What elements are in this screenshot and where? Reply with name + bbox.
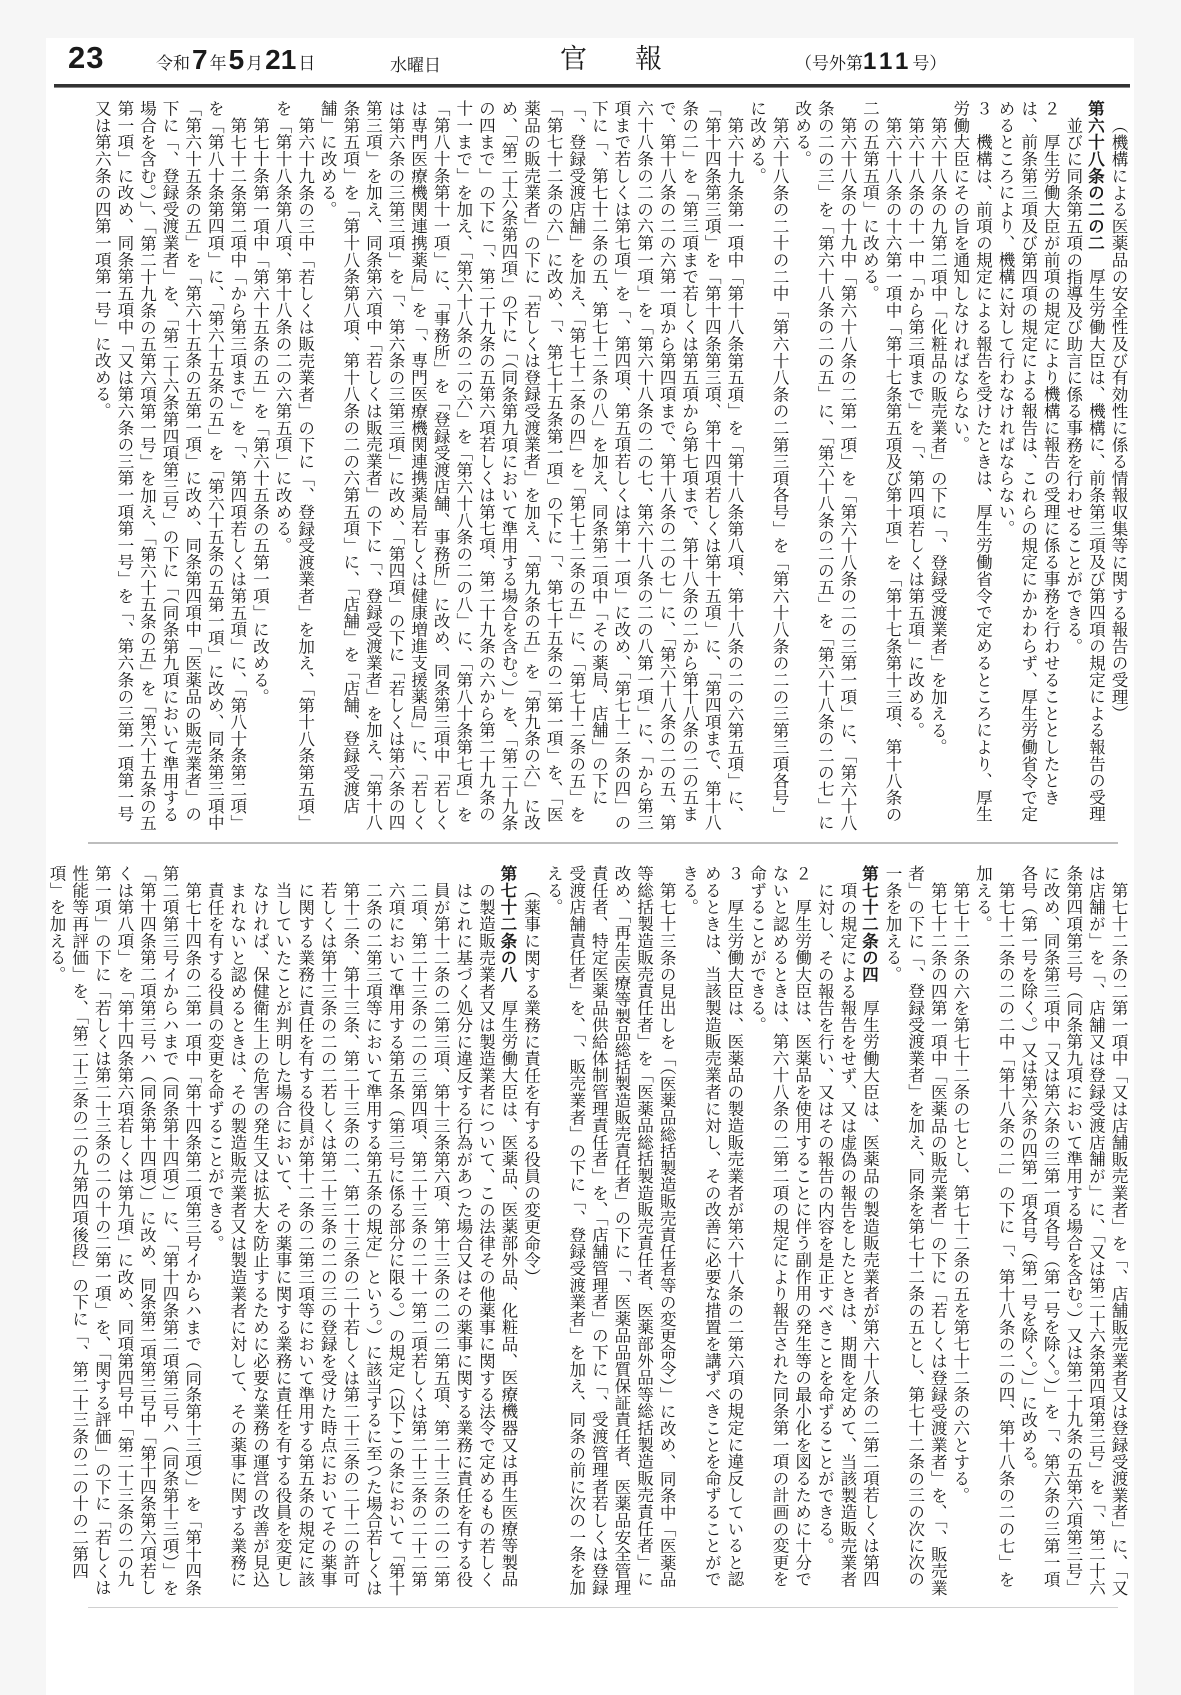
- paragraph-text: 第六十八条の二十の二中「第六十八条の二第三項各号」を「第六十八条の二の三第三項各号」に改める。: [747, 100, 790, 823]
- page-header: [60, 42, 1130, 82]
- amendment-paragraph: [903, 100, 926, 835]
- paragraph-text: 厚生労働大臣は、医薬品の製造販売業者が第六十八条の二第二項若しくは第四項の規定による報告をせず、又は虚偽の報告をしたときは、期間を定めて、当該製造販売業者に対し、その報告を行い、又はその報告の内容を是正すべきことを命ずることができる。: [815, 881, 880, 1588]
- numbered-paragraph: [993, 100, 1061, 835]
- issue-number: [795, 48, 946, 76]
- date-era: 令和: [156, 54, 190, 73]
- article-number: 第七十二条の八: [497, 865, 518, 983]
- amendment-paragraph: [248, 100, 271, 835]
- paragraph-text: 第六十九条の三中「若しくは販売業者」の下に「、登録受渡業者」を加え、「第十八条第五項」を「第十八条第八項、第十八条の二の六第五項」に改める。: [273, 100, 315, 831]
- paragraph-text: 第六十八条の十六第一項中「第十七条第五項及び第十項」を「第十七条第十三項、第十八条の二の五第五項」に改める。: [860, 100, 903, 823]
- article-number: 第七十二条の四: [859, 865, 880, 983]
- amendment-paragraph: [948, 865, 971, 1600]
- paragraph-text: 第七十二条の六を第七十二条の七とし、第七十二条の五を第七十二条の六とする。: [950, 881, 970, 1504]
- article-caption: [1106, 100, 1129, 835]
- date-month-unit: 月: [246, 54, 264, 73]
- amendment-paragraph: [270, 100, 315, 835]
- paragraph-text: 厚生労働大臣が前項の規定により機構に報告の受理に係る事務を行わせることとしたときは、前条第三項及び第四項の規定による報告は、これらの規定にかかわらず、厚生労働省令で定めるところにより、機構に対して行わなければならない。: [996, 100, 1061, 823]
- page-number: 23: [68, 40, 105, 75]
- date-year: 7: [192, 44, 208, 75]
- weekday: 水曜日: [390, 56, 441, 75]
- numbered-paragraph: [745, 865, 813, 1600]
- paragraph-text: （薬事に関する業務に責任を有する役員の変更命令）: [521, 881, 541, 1285]
- paragraph-text: 厚生労働大臣は、医薬品、医薬部外品、化粧品、医療機器又は再生医療等製品の製造販売業者又は製造業者について、この法律その他薬事に関する法令で定めるもの若しくはこれに基づく処分に違反する行為があつた場合又はその薬事に関する業務に責任を有する役員が第十二条の二第三項、第十三条第六項、第十三条の二の二第五項、第二十三条の二の二第二項、第二十三条の二の三第四項、第二十三条の二十一第二項若しくは第二十三条の二十二第六項において準用する第五条（第三号に係る部分に限る。）の規定（以下この条において「第十二条の二第三項等において準用する第五条の規定」という。）に該当するに至つた場合若しくは第十二条、第十三条、第二十三条の二、第二十三条の二十若しくは第二十三条の二十二の許可若しくは第十三条の二の二若しくは第二十三条の二の三の登録を受けた時点においてその薬事に関する業務に責任を有する役員が第十二条の二第三項等において準用する第五条の規定に該当していたことが判明した場合において、その薬事に関する業務に責任を有する役員を変更しなければ、保健衛生上の危害の発生又は拡大を防止するために必要な業務の運営の改善が見込まれないと認めるときは、その製造販売業者又は製造業者に対して、その薬事に関する業務に責任を有する役員の変更を命ずることができる。: [205, 881, 518, 1596]
- paragraph-text: 第七十三条の見出しを「（医薬品総括製造販売責任者等の変更命令）」に改め、同条中「医薬品等総括製造販売責任者」を「医薬品総括製造販売責任者、医薬部外品等総括製造販売責任者」に改め、「再生医療等製品総括製造販売責任者」の下に「、医薬品品質保証責任者、医薬品安全管理責任者、特定医薬品供給体制管理責任者」を、「店舗管理者」の下に「、受渡管理者若しくは登録受渡店舗責任者」を、「、販売業者」の下に「、登録受渡業者」を加え、同条の前に次の一条を加える。: [544, 865, 677, 1596]
- section-divider: [88, 842, 1118, 844]
- amendment-paragraph: [926, 100, 949, 835]
- amendment-paragraph: [858, 100, 903, 835]
- paragraph-number: ３: [973, 100, 993, 117]
- header-rule: [54, 84, 1130, 88]
- paragraph-text: 第六十八条の九第二項中「化粧品の販売業者」の下に「、登録受渡業者」を加える。: [928, 116, 948, 755]
- paragraph-text: 第七十二条の二第一項中「又は店舗販売業者」を「、店舗販売業者又は登録受渡業者」に、「又は店舗が」を「、店舗又は登録受渡店舗が」に、「又は第二十六条第四項第三号」を「、第二十六条第四項第三号（同条第九項において準用する場合を含む。）又は第二十九条の五第六項第三号」に改め、同条第三項中「又は第六条の三第一項各号（第一号を除く。）」を「、第六条の三第一項各号（第一号を除く。）又は第六条の四第一項各号（第一号を除く。）」に改める。: [1018, 865, 1128, 1596]
- paragraph-text: 第七十四条の二第一項中「第十四条第二項第三号イからハまで（同条第十三項）」を「第十四条第二項第三号イからハまで（同条第十四項）」に、「第十四条第二項第三号ハ（同条第十三項）」を「第十四条第二項第三号ハ（同条第十四項）」に改め、同条第二項第三号中「第十四条第六項若しくは第八項」を「第十四条第六項若しくは第九項」に改め、同項第四号中「第二十三条の二の九第一項」の下に「若しくは第二十三条の二の十の二第一項」を、「関する評価」の下に「若しくは性能等再評価」を、「第二十三条の二の九第四項後段」の下に「、第二十三条の二の十の二第四項」を加える。: [47, 865, 202, 1597]
- article-paragraph: [203, 865, 519, 1600]
- paragraph-number: ３: [724, 865, 744, 882]
- bottom-divider: [88, 1607, 1118, 1608]
- paragraph-text: 第六十八条の十九中「第六十八条の二第一項」を「第六十八条の二の三第一項」に、「第六十八条の二の三」を「第六十八条の二の五」に、「第六十八条の二の五」を「第六十八条の二の七」に改める。: [792, 100, 857, 831]
- issue-num: 111: [863, 48, 913, 75]
- paragraph-number: ２: [792, 865, 812, 882]
- amendment-paragraph: [790, 100, 858, 835]
- paragraph-text: 厚生労働大臣は、医薬品の製造販売業者が第六十八条の二第六項の規定に違反していると認めるときは、当該製造販売業者に対し、その改善に必要な措置を講ずべきことを命ずることができる。: [679, 865, 744, 1588]
- article-paragraph: [1061, 100, 1106, 835]
- amendment-paragraph: [542, 865, 678, 1600]
- publication-title: 官報: [560, 44, 710, 75]
- issue-suffix: 号）: [912, 54, 947, 73]
- date-month: 5: [228, 44, 245, 75]
- paragraph-text: 第七十二条の二の二中「第十八条の二」の下に「、第十八条の二の四、第十八条の二の七」を加える。: [973, 865, 1016, 1588]
- article-paragraph: [813, 865, 881, 1600]
- amendment-paragraph: [316, 100, 745, 835]
- paragraph-text: 第七十条第一項中「第六十五条の五」を「第六十五条の五第一項」に改める。: [250, 116, 270, 705]
- paragraph-text: （機構による医薬品の安全性及び有効性に係る情報収集等に関する報告の受理）: [1109, 116, 1128, 722]
- numbered-paragraph: [677, 865, 745, 1600]
- amendment-paragraph: [880, 865, 948, 1600]
- date-day: 21: [265, 44, 297, 75]
- amendment-paragraph: [45, 865, 203, 1600]
- lower-text-block: [47, 865, 1129, 1600]
- paragraph-text: 第六十八条の十一中「から第三項まで」を「、第四項若しくは第五項」に改める。: [905, 116, 925, 739]
- paragraph-text: 厚生労働大臣は、機構に、前条第三項及び第四項の規定による報告の受理並びに同条第五項の指導及び助言に係る事務を行わせることができる。: [1063, 116, 1106, 823]
- paragraph-text: 第六十九条第一項中「第十八条第五項」を「第十八条第八項、第十八条の二の六第五項」に、「第十四条第三項」を「第十四条第三項、第十四項若しくは第十五項」に、「第四項まで、第十八条の二」を「第三項まで若しくは第五項から第七項まで、第十八条の二から第十八条の二の五まで、第十八条の二の六第一項から第四項まで、第十八条の二の七」に、「第六十八条の二の五、第六十八条の二の六第一項」を「第六十八条の二の七、第六十八条の二の八第一項」に、「から第三項まで若しくは第七項」を「、第四項、第五項若しくは第十一項」に改め、「第七十二条の四」の下に「、第七十二条の五、第七十二条の八」を加え、同条第二項中「その薬局、店舗」の下に「、登録受渡店舗」を加え、「第七十二条の四」を「第七十二条の五」に、「第七十二条の五」を「第七十二条の六」に改め、「、第七十五条第一項」の下に「、第七十五条の二第一項」を、「医薬品の販売業者」の下に「若しくは登録受渡業者」を加え、「第九条の五」を「第九条の六」に改め、「第二十六条第四項」の下に「（同条第九項において準用する場合を含む。）」を、「第二十九条の四まで」の下に「、第二十九条の五第六項若しくは第七項、第二十九条の六から第二十九条の十一まで」を加え、「第六十八条の二の六」を「第六十八条の二の八」に、「第八十条第七項」を「第八十条第十一項」に、「事務所」を「登録受渡店舗、事務所」に改め、同条第三項中「若しくは専門医療機関連携薬局」を「、専門医療機関連携薬局若しくは健康増進支援薬局」に、「若しくは第六条の三第三項」を「、第六条の三第三項」に改め、「第四項」の下に「若しくは第六条の四第三項」を加え、同条第六項中「若しくは販売業者」の下に「、登録受渡業者」を加え、「第十八条第五項」を「第十八条第八項、第十八条の二の六第五項」に、「店舗」を「店舗、登録受渡店舗」に改める。: [318, 100, 744, 832]
- paragraph-text: 機構は、前項の規定による報告を受けたときは、厚生労働省令で定めるところにより、厚生労働大臣にその旨を通知しなければならない。: [950, 100, 993, 823]
- paragraph-text: 第七十二条の四第一項中「医薬品の販売業者」の下に「若しくは登録受渡業者」を、「、販売業者」の下に「、登録受渡業者」を加え、同条を第七十二条の五とし、第七十二条の三の次に次の一条を加える。: [883, 865, 948, 1596]
- numbered-paragraph: [948, 100, 993, 835]
- paragraph-text: 厚生労働大臣は、医薬品を使用することに伴う副作用の発生等の最小化を図るために十分でないと認めるときは、第六十八条の二第二項の規定により報告された同条第一項の計画の変更を命ずることができる。: [747, 865, 812, 1588]
- paragraph-text: 第七十二条第二項中「から第三項まで」を「、第四項若しくは第五項」に、「第八十条第二項」を「第八十条第四項」に、「第六十五条の五」を「第六十五条の五第一項」に改め、同条第三項中「第六十五条の五」を「第六十五条の五第一項」に改め、同条第四項中「医薬品の販売業者」の下に「、登録受渡業者」を、「第二十六条第四項第三号」の下に「（同条第九項において準用する場合を含む。）」、「第二十九条の五第六項第一号」を加え、「第六十五条の五」を「第六十五条の五第一項」に改め、同条第五項中「又は第六条の三第一項第一号」を「、第六条の三第一項第一号又は第六条の四第一項第一号」に改める。: [92, 100, 247, 832]
- upper-text-block: [87, 100, 1129, 835]
- article-number: 第六十八条の二の二: [1085, 100, 1106, 252]
- amendment-paragraph: [971, 865, 1016, 1600]
- date-year-unit: 年: [209, 54, 227, 73]
- amendment-paragraph: [1016, 865, 1129, 1600]
- amendment-paragraph: [90, 100, 248, 835]
- issue-prefix: （号外第: [795, 54, 863, 73]
- paragraph-number: ２: [1041, 100, 1061, 117]
- date-day-unit: 日: [298, 54, 316, 73]
- issue-date: [156, 44, 315, 76]
- article-caption: [519, 865, 542, 1600]
- amendment-paragraph: [745, 100, 790, 835]
